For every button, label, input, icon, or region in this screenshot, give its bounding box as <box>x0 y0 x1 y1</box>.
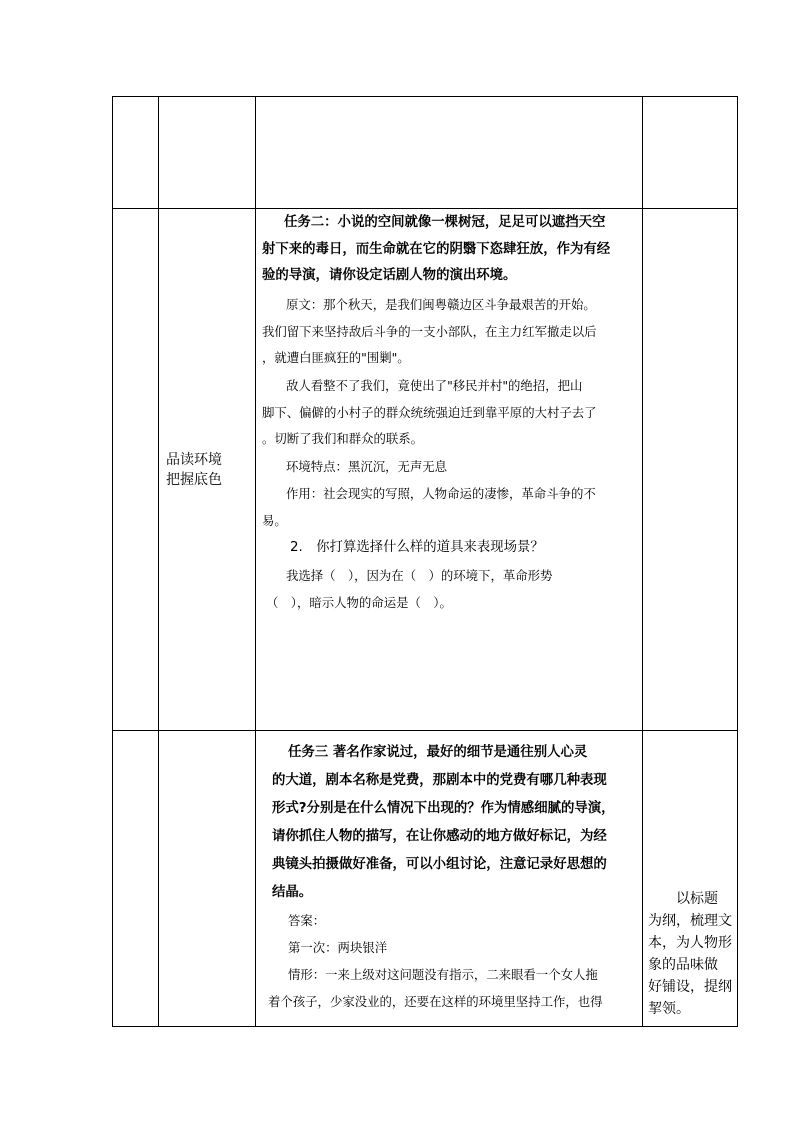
original-text: 我们留下来坚持敌后斗争的一支小部队，在主力红军撤走以后 <box>262 324 597 339</box>
table-row <box>113 97 738 209</box>
original-text: 敌人看整不了我们，竟使出了"移民并村"的绝招，把山 <box>286 378 583 393</box>
task-three-text: 典镜头拍摄做好准备，可以小组讨论，注意记录好思想的 <box>272 857 607 872</box>
cell-empty <box>113 731 159 1027</box>
task-three-text: 形式?分别是在什么情况下出现的？作为情感细腻的导演， <box>272 801 615 816</box>
cell-empty <box>113 97 159 209</box>
original-text: 脚下、偏僻的小村子的群众统统强迫迁到靠平原的大村子去了 <box>262 405 597 420</box>
design-intent-cell <box>643 731 738 1027</box>
task-three-text: 的大道，剧本名称是党费，那剧本中的党费有哪几种表现 <box>272 773 607 788</box>
task-three-text: 结晶。 <box>272 885 313 900</box>
cell-empty <box>256 97 643 209</box>
table-row <box>113 731 738 1027</box>
task-two-cell <box>256 209 643 731</box>
design-intent-note: 以标题 为纲，梳理文 本，为人物形 象的品味做 好铺设，提纲 挈领。 <box>648 891 732 1017</box>
environment-function: 易。 <box>262 513 287 528</box>
answer-text: 第一次：两块银洋 <box>288 940 388 955</box>
task-two-text: 射下来的毒日，而生命就在它的阴翳下恣肆狂放，作为有经 <box>262 242 611 257</box>
cell-empty <box>159 731 256 1027</box>
original-text: 。切断了我们和群众的联系。 <box>262 431 424 446</box>
original-text: ，就遭白匪疯狂的"围剿"。 <box>262 350 410 365</box>
environment-feature: 环境特点：黑沉沉，无声无息 <box>286 459 448 474</box>
cell-empty <box>159 97 256 209</box>
original-text: 原文：那个秋天，是我们闽粤赣边区斗争最艰苦的开始。 <box>286 297 596 312</box>
cell-empty <box>643 97 738 209</box>
step-label: 品读环境 把握底色 <box>166 451 222 488</box>
task-three-text: 任务三 著名作家说过，最好的细节是通往别人心灵 <box>288 745 588 760</box>
task-two-text: 任务二：小说的空间就像一棵树冠，足足可以遮挡天空 <box>284 215 606 230</box>
lesson-plan-table <box>112 96 738 1027</box>
cell-empty <box>643 209 738 731</box>
answer-label: 答案： <box>288 913 326 928</box>
fill-in-line: 我选择（ ），因为在（ ）的环境下，革命形势 <box>286 568 553 583</box>
task-two-text: 验的导演，请你设定话剧人物的演出环境。 <box>262 268 517 283</box>
answer-text: 情形：一来上级对这问题没有指示，二来眼看一个女人拖 <box>288 967 598 982</box>
question-two: 2. 你打算选择什么样的道具来表现场景？ <box>290 540 544 555</box>
answer-text: 着个孩子，少家没业的，还要在这样的环境里坚持工作，也得 <box>268 994 603 1009</box>
cell-empty <box>113 209 159 731</box>
step-label-cell <box>159 209 256 731</box>
table-row <box>113 209 738 731</box>
fill-in-line: （ ），暗示人物的命运是（ ）。 <box>266 595 452 610</box>
environment-function: 作用：社会现实的写照，人物命运的凄惨，革命斗争的不 <box>286 486 596 501</box>
task-three-cell <box>256 731 643 1027</box>
task-three-text: 请你抓住人物的描写，在让你感动的地方做好标记，为经 <box>272 829 607 844</box>
